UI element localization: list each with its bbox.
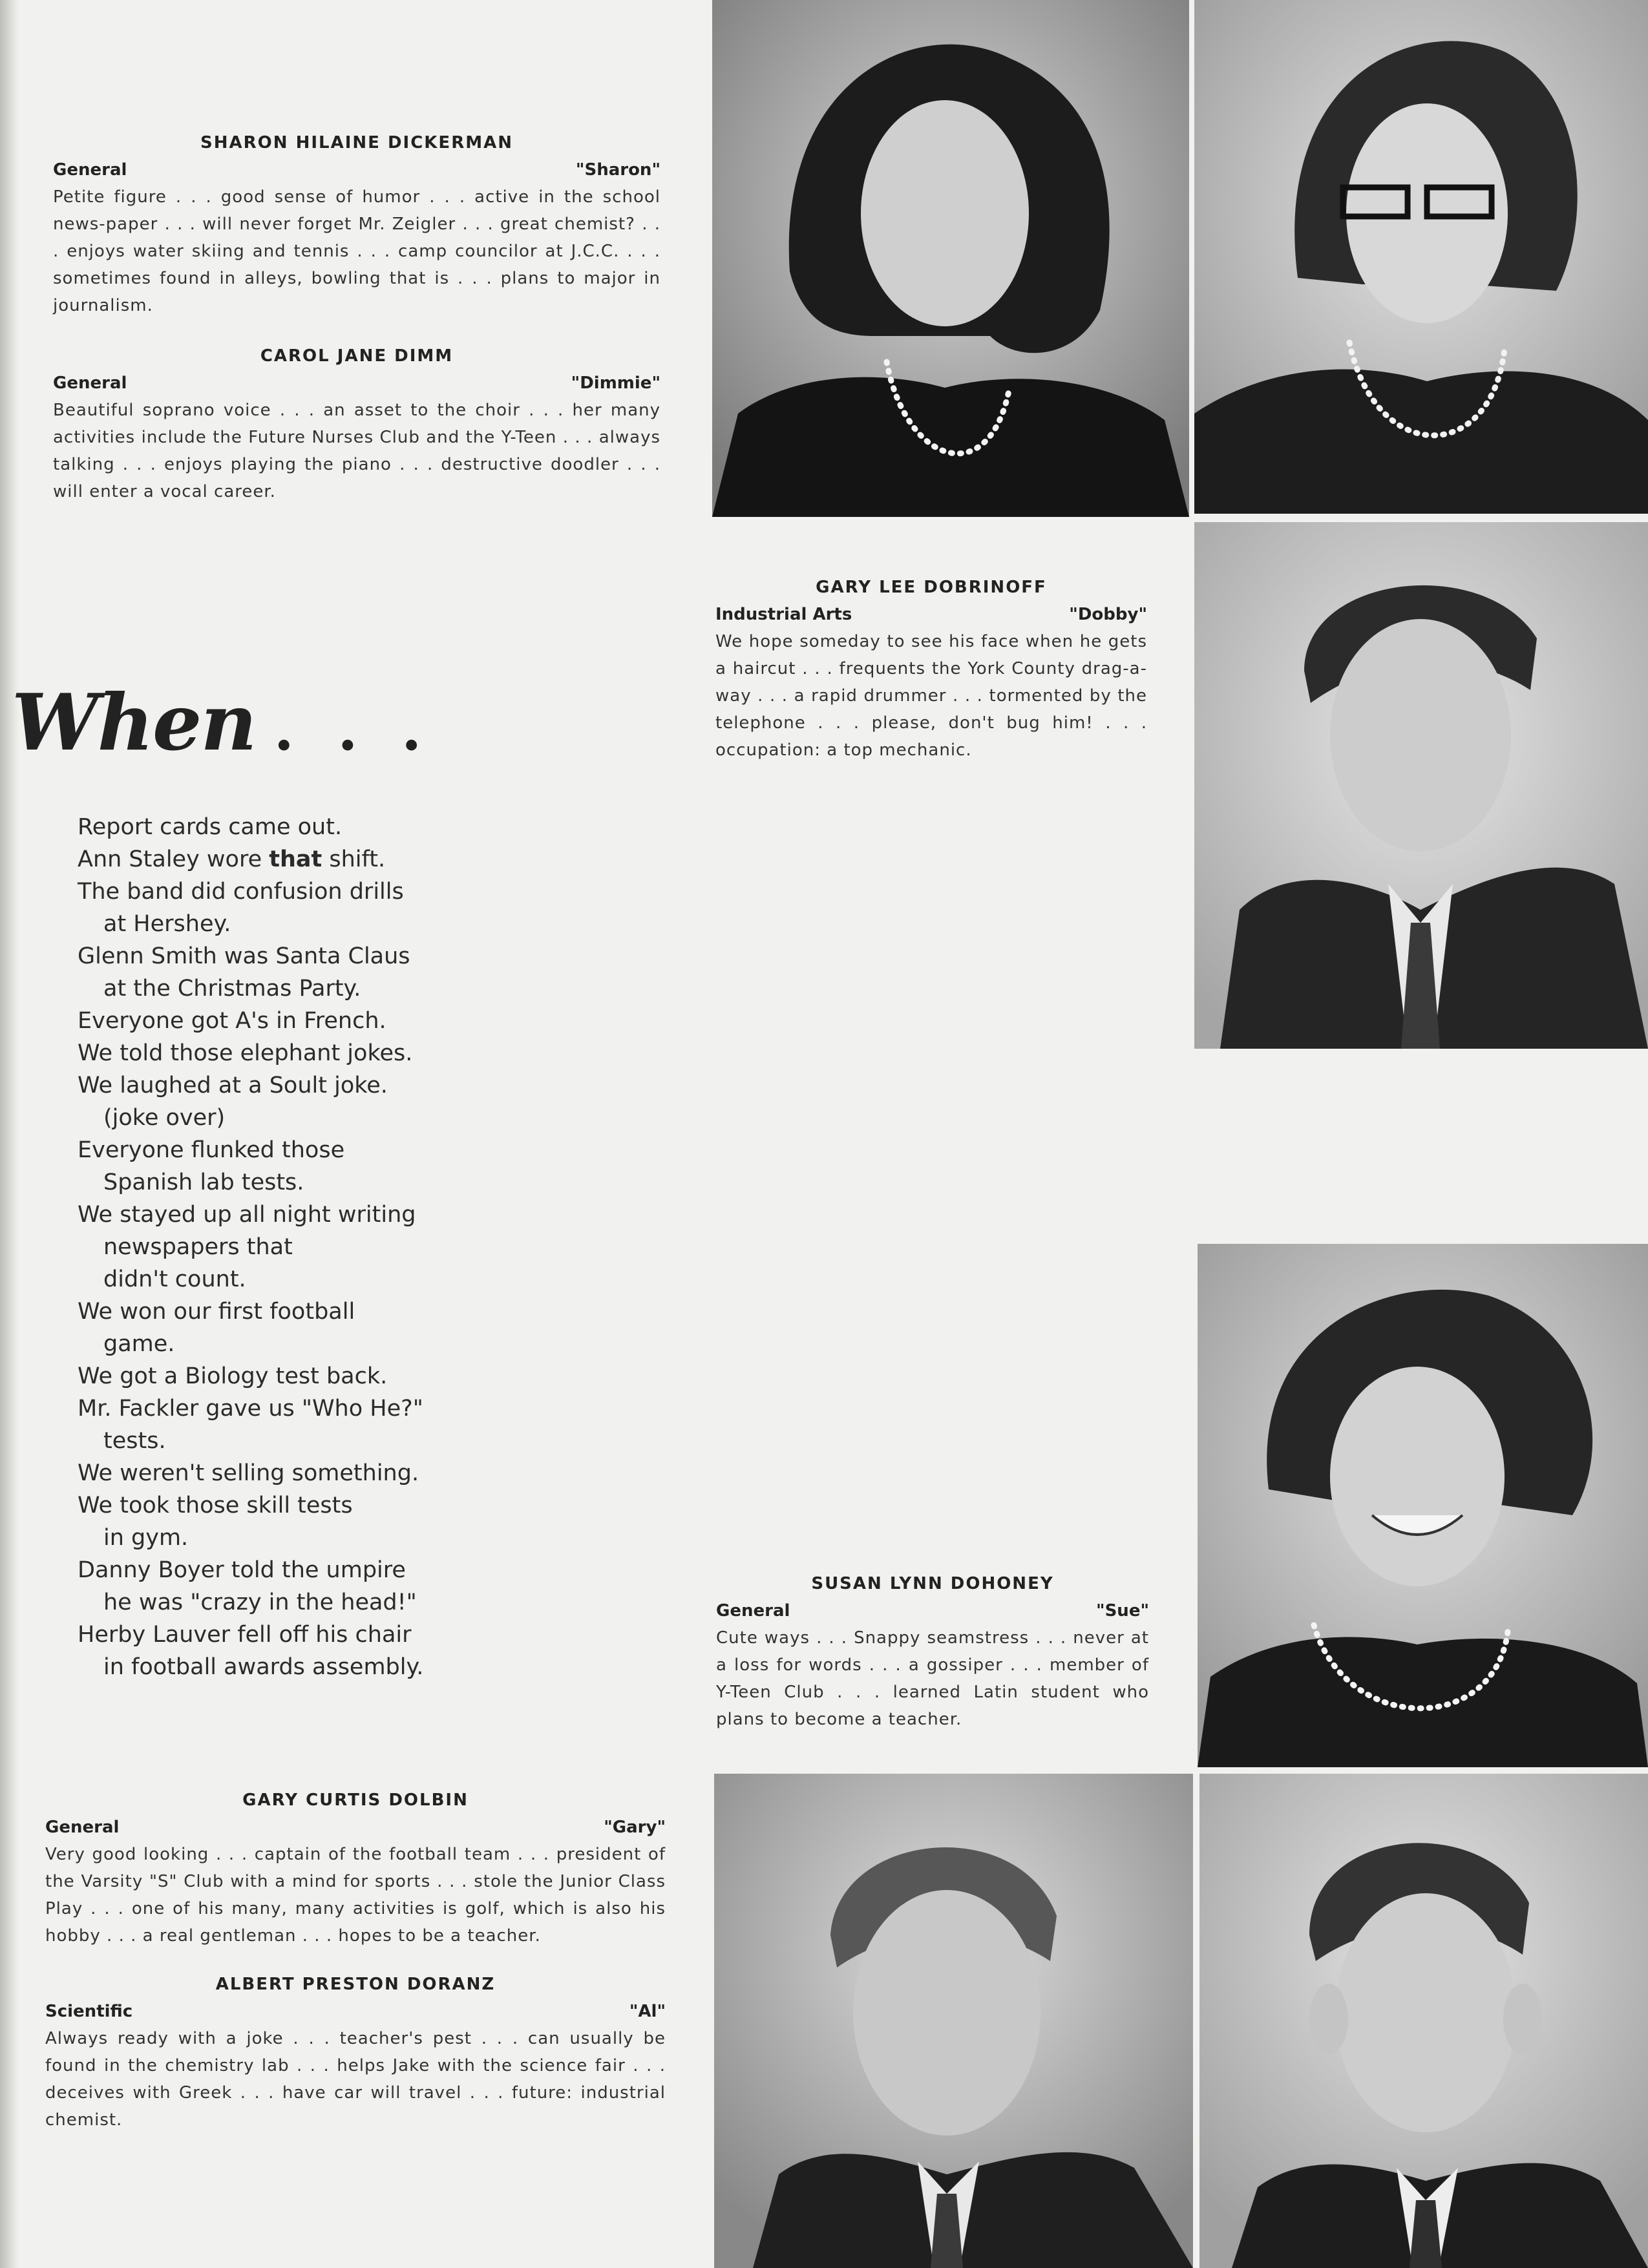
student-course: General — [53, 160, 127, 180]
when-line: Danny Boyer told the umpire — [78, 1557, 406, 1583]
when-line-continued: (joke over) — [103, 1105, 226, 1131]
when-line: Ann Staley wore that shift. — [78, 846, 386, 872]
when-list-item — [78, 1296, 423, 1360]
when-line-continued: newspapers that — [103, 1234, 293, 1260]
when-line-continued: tests. — [103, 1428, 166, 1454]
student-nickname: "Sue" — [1096, 1601, 1149, 1621]
when-line-continued: at Hershey. — [103, 911, 231, 937]
when-list — [78, 811, 423, 1683]
when-line-continued: game. — [103, 1331, 175, 1357]
when-line: We laughed at a Soult joke. — [78, 1073, 388, 1098]
when-list-item — [78, 1554, 423, 1619]
when-list-item — [78, 811, 423, 843]
when-line: We weren't selling something. — [78, 1460, 419, 1486]
student-course: General — [53, 373, 127, 393]
student-name: CAROL JANE DIMM — [260, 346, 454, 366]
when-line: We took those skill tests — [78, 1493, 353, 1518]
when-list-item — [78, 1005, 423, 1037]
when-list-item — [78, 940, 423, 1005]
when-list-item — [78, 1619, 423, 1683]
student-course: Scientific — [45, 2002, 133, 2021]
student-bio: We hope someday to see his face when he gets a haircut . . . frequents the York County drag-a-way . . . a rapid drummer . . . tormented by the telephone . . . please, don't bug him! . . . occupation: a top mechanic. — [715, 632, 1147, 760]
when-line: We stayed up all night writing — [78, 1202, 416, 1228]
when-line: We got a Biology test back. — [78, 1363, 388, 1389]
bio-carol-dimm — [53, 342, 660, 505]
student-nickname: "Al" — [629, 2002, 666, 2021]
portrait-carol — [1194, 0, 1648, 514]
student-name: GARY LEE DOBRINOFF — [816, 578, 1047, 597]
portrait-albert — [1199, 1774, 1648, 2268]
when-line: We told those elephant jokes. — [78, 1040, 413, 1066]
bio-albert-doranz — [45, 1971, 666, 2134]
student-name: SHARON HILAINE DICKERMAN — [200, 133, 513, 152]
student-course: General — [45, 1818, 120, 1837]
student-course: Industrial Arts — [715, 605, 852, 624]
student-nickname: "Dimmie" — [571, 373, 660, 393]
when-line: Glenn Smith was Santa Claus — [78, 943, 410, 969]
portrait-sharon — [712, 0, 1189, 517]
when-line-continued: at the Christmas Party. — [103, 976, 361, 1002]
when-heading — [12, 677, 433, 768]
heading-word: When — [12, 677, 256, 768]
when-line: Everyone got A's in French. — [78, 1008, 386, 1034]
student-bio: Very good looking . . . captain of the football team . . . president of the Varsity "S" Club with a mind for sports . . . stole the Junior Class Play . . . one of his many, many activities is golf, which is also his hobby . . . a real gentleman . . . hopes to be a teacher. — [45, 1845, 666, 1946]
when-list-item — [78, 1457, 423, 1489]
student-name: ALBERT PRESTON DORANZ — [215, 1975, 496, 1994]
bio-sharon-dickerman — [53, 129, 660, 319]
when-list-item — [78, 1360, 423, 1392]
student-name: SUSAN LYNN DOHONEY — [811, 1574, 1054, 1593]
when-list-item — [78, 876, 423, 940]
when-list-item — [78, 843, 423, 876]
student-bio: Always ready with a joke . . . teacher's pest . . . can usually be found in the chemistry lab . . . helps Jake with the science fair . . . deceives with Greek . . . have car will travel . . . future: industrial chemist. — [45, 2029, 666, 2130]
when-list-item — [78, 1037, 423, 1069]
student-bio: Beautiful soprano voice . . . an asset to the choir . . . her many activities include the Future Nurses Club and the Y-Teen . . . always talking . . . enjoys playing the piano . . . destructive doodler . . . will enter a vocal career. — [53, 401, 660, 501]
when-line-continued: Spanish lab tests. — [103, 1170, 304, 1195]
when-list-item — [78, 1392, 423, 1457]
student-nickname: "Dobby" — [1069, 605, 1147, 624]
when-list-item — [78, 1069, 423, 1134]
when-line: We won our first football — [78, 1299, 355, 1325]
student-name: GARY CURTIS DOLBIN — [242, 1790, 469, 1810]
portrait-gary-dobrinoff — [1194, 522, 1648, 1049]
when-line: Herby Lauver fell off his chair — [78, 1622, 412, 1648]
when-line: Report cards came out. — [78, 814, 343, 840]
portrait-susan — [1198, 1244, 1648, 1767]
student-nickname: "Gary" — [604, 1818, 666, 1837]
when-line-continued: didn't count. — [103, 1266, 246, 1292]
when-line: Mr. Fackler gave us "Who He?" — [78, 1396, 423, 1422]
bio-gary-dobrinoff — [715, 574, 1147, 764]
when-line-continued: in football awards assembly. — [103, 1654, 424, 1680]
student-bio: Cute ways . . . Snappy seamstress . . . never at a loss for words . . . a gossiper . . . member of Y-Teen Club . . . learned Latin student who plans to become a teacher. — [716, 1628, 1149, 1729]
student-bio: Petite figure . . . good sense of humor . . . active in the school news-paper . . . will never forget Mr. Zeigler . . . great chemist? . . . enjoys water skiing and tennis . . . camp councilor at J.C.C. . . . sometimes found in alleys, bowling that is . . . plans to major in journalism. — [53, 187, 660, 315]
student-course: General — [716, 1601, 790, 1621]
when-list-item — [78, 1489, 423, 1554]
when-list-item — [78, 1199, 423, 1296]
heading-dots: . . . — [273, 695, 434, 764]
portrait-gary-dolbin — [714, 1774, 1193, 2268]
bio-susan-dohoney — [716, 1570, 1149, 1733]
when-line: Everyone flunked those — [78, 1137, 345, 1163]
when-line-continued: he was "crazy in the head!" — [103, 1590, 417, 1615]
student-nickname: "Sharon" — [575, 160, 660, 180]
bio-gary-dolbin — [45, 1787, 666, 1949]
when-list-item — [78, 1134, 423, 1199]
page-binding-shadow — [0, 0, 19, 2268]
when-line-continued: in gym. — [103, 1525, 189, 1551]
when-line: The band did confusion drills — [78, 879, 404, 905]
